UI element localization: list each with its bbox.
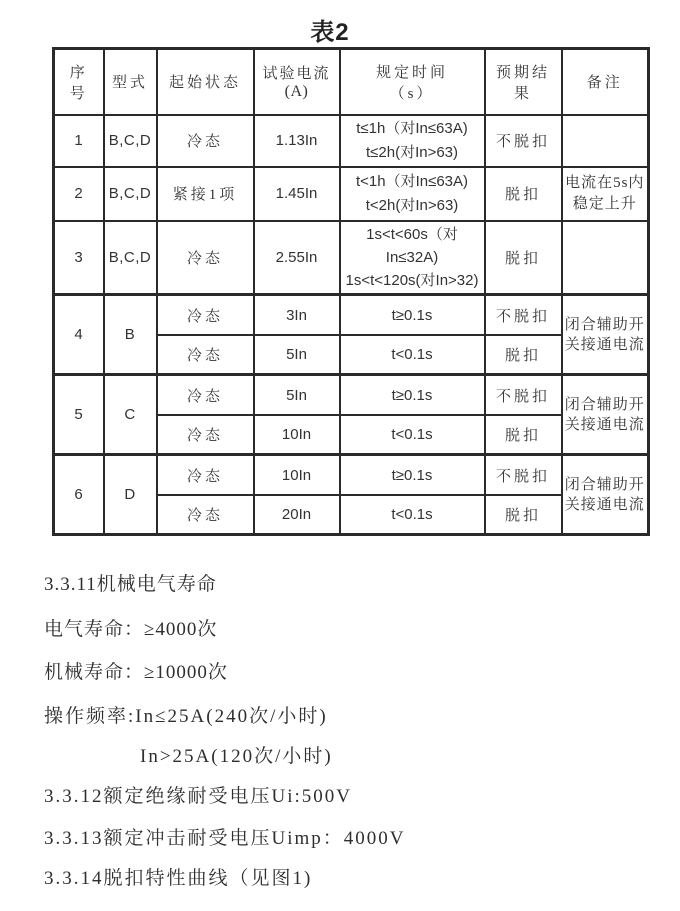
time-line2: t≤2h(对In>63) xyxy=(365,143,459,161)
operation-frequency-line1: 操作频率:In≤25A(240次/小时) xyxy=(44,706,328,727)
header-serial-line1: 序 xyxy=(69,64,88,81)
cell-serial: 4 xyxy=(54,295,104,375)
header-specified-time-line1: 规定时间 xyxy=(375,64,448,81)
cell-serial: 5 xyxy=(54,375,104,455)
header-test-current-line1: 试验电流 xyxy=(262,66,331,83)
cell-current: 1.45In xyxy=(254,167,340,221)
note-line2: 关接通电流 xyxy=(564,336,645,353)
cell-time: t<0.1s xyxy=(340,495,485,535)
note-line2: 关接通电流 xyxy=(564,496,645,513)
table-row xyxy=(54,221,649,295)
table-title: 表2 xyxy=(310,19,350,46)
cell-current: 3In xyxy=(254,295,340,335)
section-heading-3-3-13: 3.3.13额定冲击耐受电压Uimp：4000V xyxy=(44,828,406,849)
cell-result: 脱扣 xyxy=(485,415,562,455)
cell-result: 不脱扣 xyxy=(485,115,562,167)
cell-time xyxy=(340,221,485,295)
cell-serial: 1 xyxy=(54,115,104,167)
cell-note xyxy=(562,167,649,221)
header-type: 型式 xyxy=(104,49,157,115)
cell-current: 10In xyxy=(254,415,340,455)
cell-type: B,C,D xyxy=(104,115,157,167)
cell-state: 紧接1项 xyxy=(157,167,254,221)
cell-type: C xyxy=(104,375,157,455)
cell-state: 冷态 xyxy=(157,455,254,495)
table-row xyxy=(54,375,649,415)
table-row xyxy=(54,115,649,167)
cell-note xyxy=(562,455,649,535)
operation-frequency-line2: In>25A(120次/小时) xyxy=(140,746,333,767)
time-line1: t≤1h（对In≤63A) xyxy=(356,120,468,138)
cell-serial: 2 xyxy=(54,167,104,221)
cell-serial: 6 xyxy=(54,455,104,535)
spec-table xyxy=(52,47,650,536)
cell-time: t<0.1s xyxy=(340,415,485,455)
header-expected-result: 预期结果 xyxy=(485,49,562,115)
table-header-row xyxy=(54,49,649,115)
cell-result: 脱扣 xyxy=(485,167,562,221)
table-row xyxy=(54,455,649,495)
cell-result: 不脱扣 xyxy=(485,375,562,415)
cell-type: B,C,D xyxy=(104,167,157,221)
cell-time: t<0.1s xyxy=(340,335,485,375)
section-heading-3-3-14: 3.3.14脱扣特性曲线（见图1) xyxy=(44,868,313,889)
time-line2: t<2h(对In>63) xyxy=(365,196,459,214)
mechanical-life-line: 机械寿命：≥10000次 xyxy=(44,662,228,683)
cell-note xyxy=(562,375,649,455)
cell-state: 冷态 xyxy=(157,221,254,295)
cell-time: t≥0.1s xyxy=(340,455,485,495)
cell-time xyxy=(340,167,485,221)
cell-serial: 3 xyxy=(54,221,104,295)
cell-time: t≥0.1s xyxy=(340,375,485,415)
cell-current: 2.55In xyxy=(254,221,340,295)
time-line1: t<1h（对In≤63A) xyxy=(355,173,469,191)
cell-state: 冷态 xyxy=(157,375,254,415)
cell-time xyxy=(340,115,485,167)
note-line1: 闭合辅助开 xyxy=(564,476,645,493)
cell-state: 冷态 xyxy=(157,115,254,167)
note-line2: 稳定上升 xyxy=(572,195,637,212)
cell-current: 10In xyxy=(254,455,340,495)
cell-type: D xyxy=(104,455,157,535)
note-line1: 电流在5s内 xyxy=(565,175,645,192)
header-specified-time xyxy=(340,49,485,115)
header-remarks: 备注 xyxy=(562,49,649,115)
header-test-current-unit: (A) xyxy=(284,83,309,101)
table-row xyxy=(54,167,649,221)
electrical-life-line: 电气寿命：≥4000次 xyxy=(44,619,218,640)
cell-note-empty xyxy=(562,221,649,295)
note-line1: 闭合辅助开 xyxy=(564,396,645,413)
header-specified-time-unit: （s） xyxy=(389,85,435,102)
cell-note xyxy=(562,295,649,375)
cell-state: 冷态 xyxy=(157,295,254,335)
table-row xyxy=(54,295,649,335)
time-line1: 1s<t<60s（对In≤32A) xyxy=(366,225,458,266)
cell-result: 不脱扣 xyxy=(485,295,562,335)
cell-result: 脱扣 xyxy=(485,495,562,535)
cell-current: 1.13In xyxy=(254,115,340,167)
section-heading-3-3-12: 3.3.12额定绝缘耐受电压Ui:500V xyxy=(44,786,353,807)
header-serial xyxy=(54,49,104,115)
cell-state: 冷态 xyxy=(157,335,254,375)
time-line2: 1s<t<120s(对In>32) xyxy=(345,272,479,289)
section-heading-3-3-11: 3.3.11机械电气寿命 xyxy=(44,574,217,595)
cell-note-empty xyxy=(562,115,649,167)
cell-time: t≥0.1s xyxy=(340,295,485,335)
header-test-current xyxy=(254,49,340,115)
cell-result: 脱扣 xyxy=(485,221,562,295)
cell-current: 5In xyxy=(254,335,340,375)
header-initial-state: 起始状态 xyxy=(157,49,254,115)
cell-type: B,C,D xyxy=(104,221,157,295)
header-serial-line2: 号 xyxy=(69,85,88,102)
cell-state: 冷态 xyxy=(157,415,254,455)
cell-current: 20In xyxy=(254,495,340,535)
note-line1: 闭合辅助开 xyxy=(564,316,645,333)
cell-type: B xyxy=(104,295,157,375)
note-line2: 关接通电流 xyxy=(564,416,645,433)
cell-current: 5In xyxy=(254,375,340,415)
cell-result: 脱扣 xyxy=(485,335,562,375)
cell-state: 冷态 xyxy=(157,495,254,535)
cell-result: 不脱扣 xyxy=(485,455,562,495)
